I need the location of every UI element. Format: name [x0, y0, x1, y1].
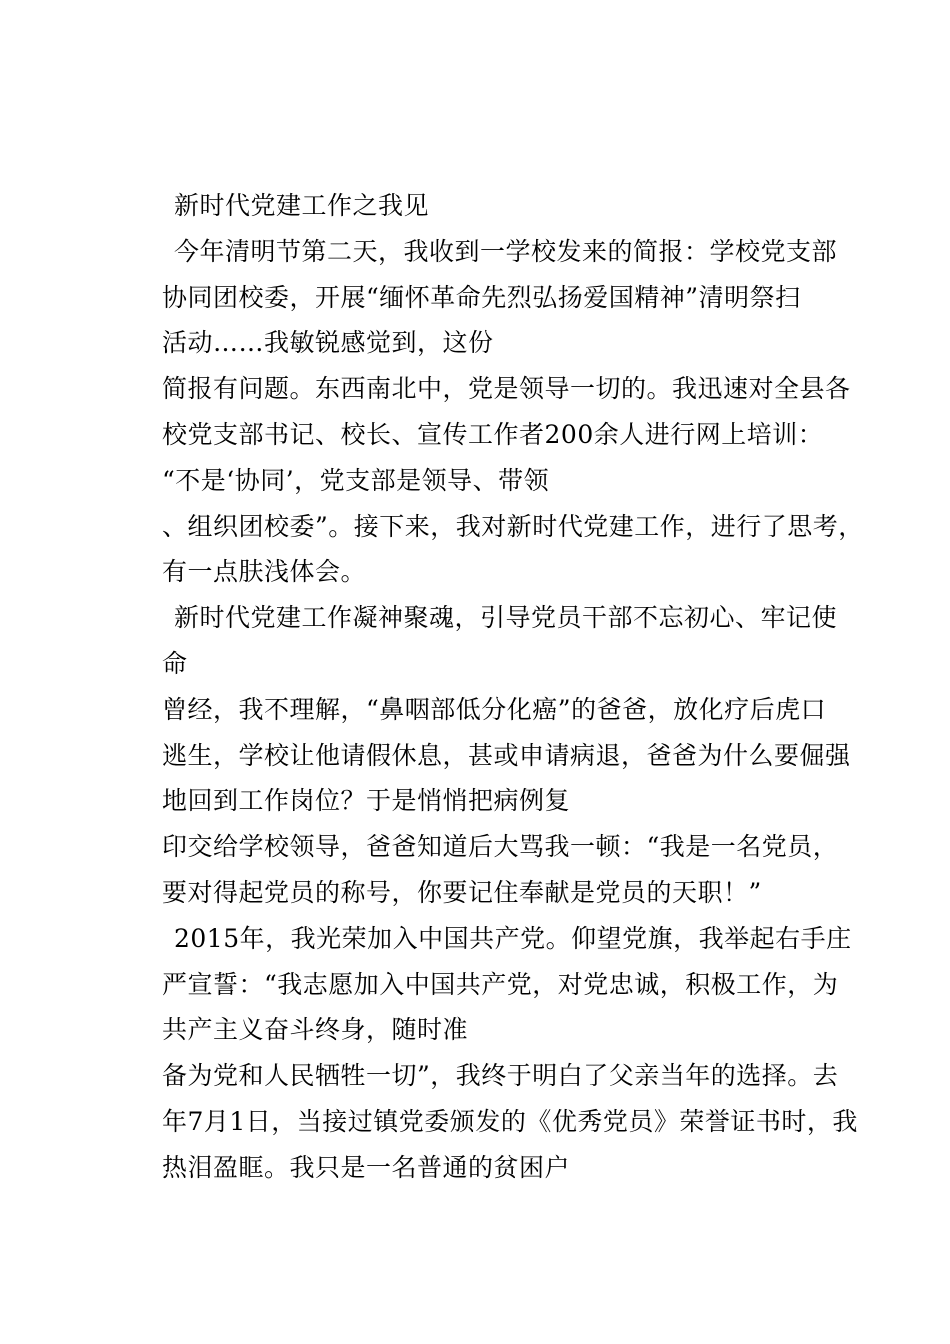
- paragraph-line: 备为党和人民牺牲一切”，我终于明白了父亲当年的选择。去: [162, 1061, 839, 1091]
- paragraph-line: 逃生，学校让他请假休息，甚或申请病退，爸爸为什么要倔强: [162, 740, 851, 770]
- paragraph-line: 共产主义奋斗终身，随时准: [162, 1015, 469, 1045]
- paragraph-line: 热泪盈眶。我只是一名普通的贫困户: [162, 1152, 571, 1182]
- paragraph-line: 今年清明节第二天，我收到一学校发来的简报：学校党支部: [174, 236, 838, 266]
- paragraph-line: 曾经，我不理解，“鼻咽部低分化癌”的爸爸，放化疗后虎口: [162, 694, 827, 724]
- paragraph-line: 地回到工作岗位？于是悄悄把病例复: [162, 786, 571, 816]
- paragraph-line: 印交给学校领导，爸爸知道后大骂我一顿：“我是一名党员，: [162, 832, 839, 862]
- paragraph-line: 年7月1日，当接过镇党委颁发的《优秀党员》荣誉证书时，我: [162, 1106, 858, 1136]
- section-heading-continued: 命: [162, 648, 188, 678]
- paragraph-line: 简报有问题。东西南北中，党是领导一切的。我迅速对全县各: [162, 374, 851, 404]
- paragraph-line: “不是‘协同’，党支部是领导、带领: [162, 465, 550, 495]
- paragraph-line: 要对得起党员的称号，你要记住奉献是党员的天职！”: [162, 877, 762, 907]
- paragraph-line: 协同团校委，开展“缅怀革命先烈弘扬爱国精神”清明祭扫: [162, 282, 801, 312]
- section-heading: 新时代党建工作凝神聚魂，引导党员干部不忘初心、牢记使: [174, 603, 838, 633]
- paragraph-line: 有一点肤浅体会。: [162, 557, 367, 587]
- paragraph-line: 校党支部书记、校长、宣传工作者200余人进行网上培训：: [162, 419, 824, 449]
- paragraph-line: 、组织团校委”。接下来，我对新时代党建工作，进行了思考，: [162, 511, 864, 541]
- paragraph-line: 严宣誓：“我志愿加入中国共产党，对党忠诚，积极工作，为: [162, 969, 839, 999]
- paragraph-line: 活动……我敏锐感觉到，这份: [162, 328, 494, 358]
- document-body: [162, 183, 864, 1191]
- paragraph-line: 2015年，我光荣加入中国共产党。仰望党旗，我举起右手庄: [174, 923, 852, 953]
- document-title: 新时代党建工作之我见: [174, 191, 430, 220]
